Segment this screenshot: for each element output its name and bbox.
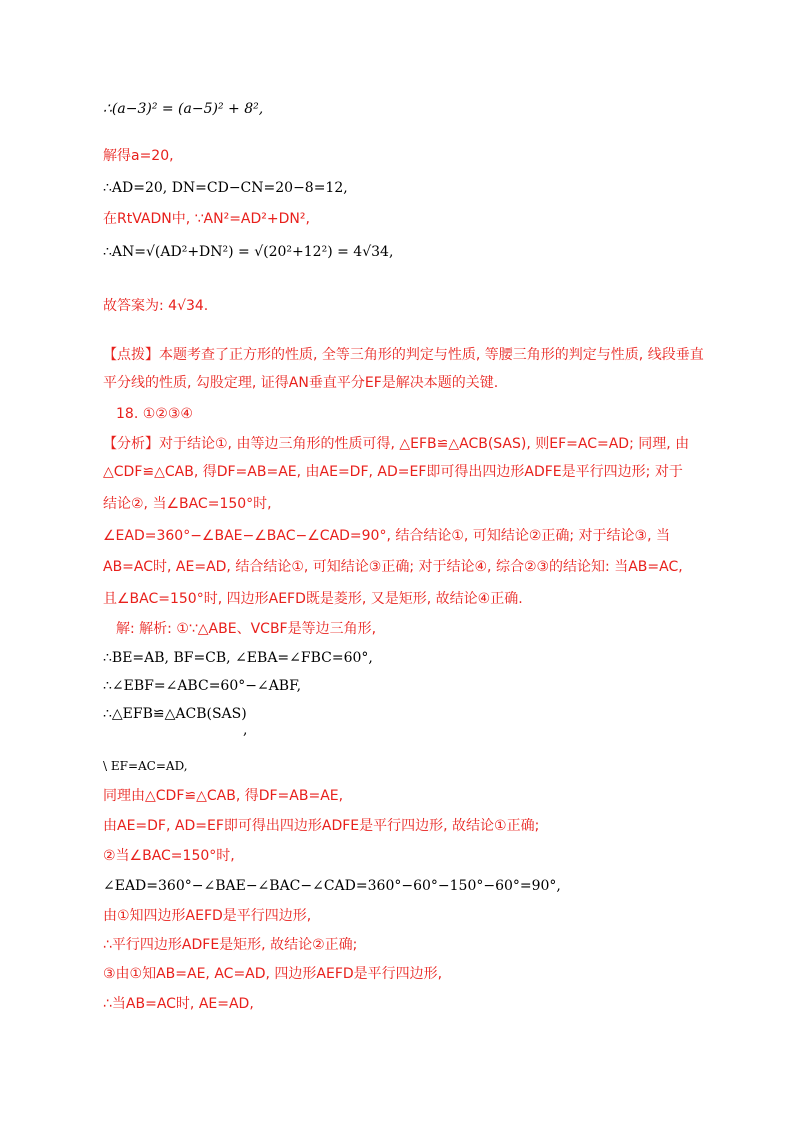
equation-line: ∴△EFB≌△ACB(SAS) bbox=[103, 706, 247, 722]
punctuation-mark: , bbox=[243, 722, 248, 738]
analysis-line: 结论②, 当∠BAC=150°时, bbox=[103, 496, 272, 512]
equation-line: ∠EAD=360°−∠BAE−∠BAC−∠CAD=360°−60°−150°−60°=90°, bbox=[103, 878, 561, 894]
solution-line: ∴平行四边形ADFE是矩形, 故结论②正确; bbox=[103, 937, 358, 953]
analysis-line: AB=AC时, AE=AD, 结合结论①, 可知结论③正确; 对于结论④, 综合②③的结论知: 当AB=AC, bbox=[103, 559, 683, 575]
solution-line: 由AE=DF, AD=EF即可得出四边形ADFE是平行四边形, 故结论①正确; bbox=[103, 818, 540, 834]
solution-line: ∴当AB=AC时, AE=AD, bbox=[103, 996, 254, 1012]
analysis-line: 【分析】对于结论①, 由等边三角形的性质可得, △EFB≌△ACB(SAS), 则EF=AC=AD; 同理, 由 bbox=[103, 436, 690, 452]
analysis-line: 且∠BAC=150°时, 四边形AEFD既是菱形, 又是矩形, 故结论④正确. bbox=[103, 591, 523, 607]
solution-line: 由①知四边形AEFD是平行四边形, bbox=[103, 908, 312, 924]
solution-line: 在RtVADN中, ∵AN²=AD²+DN², bbox=[103, 211, 310, 227]
note-line: 平分线的性质, 勾股定理, 证得AN垂直平分EF是解决本题的关键. bbox=[103, 375, 499, 391]
solution-line: 同理由△CDF≌△CAB, 得DF=AB=AE, bbox=[103, 788, 344, 804]
solution-line: 解: 解析: ①∵△ABE、VCBF是等边三角形, bbox=[116, 621, 377, 637]
question-number: 18. ①②③④ bbox=[116, 406, 193, 422]
equation-line: ∴AD=20, DN=CD−CN=20−8=12, bbox=[103, 180, 348, 196]
equation-line: ∴∠EBF=∠ABC=60°−∠ABF, bbox=[103, 678, 302, 694]
note-line: 【点拨】本题考查了正方形的性质, 全等三角形的判定与性质, 等腰三角形的判定与性质, 线段垂直 bbox=[103, 347, 704, 363]
equation-line: \ EF=AC=AD, bbox=[103, 759, 188, 773]
answer-line: 故答案为: 4√34. bbox=[103, 298, 209, 314]
analysis-line: △CDF≌△CAB, 得DF=AB=AE, 由AE=DF, AD=EF即可得出四边形ADFE是平行四边形; 对于 bbox=[103, 464, 683, 480]
solution-line: ②当∠BAC=150°时, bbox=[103, 848, 235, 864]
equation-line: ∴BE=AB, BF=CB, ∠EBA=∠FBC=60°, bbox=[103, 650, 373, 666]
analysis-line: ∠EAD=360°−∠BAE−∠BAC−∠CAD=90°, 结合结论①, 可知结论②正确; 对于结论③, 当 bbox=[103, 528, 670, 544]
equation-line: ∴AN=√(AD²+DN²) = √(20²+12²) = 4√34, bbox=[103, 244, 394, 260]
equation-line: ∴(a−3)² = (a−5)² + 8², bbox=[103, 101, 264, 117]
solution-line: 解得a=20, bbox=[103, 148, 174, 164]
solution-line: ③由①知AB=AE, AC=AD, 四边形AEFD是平行四边形, bbox=[103, 966, 443, 982]
